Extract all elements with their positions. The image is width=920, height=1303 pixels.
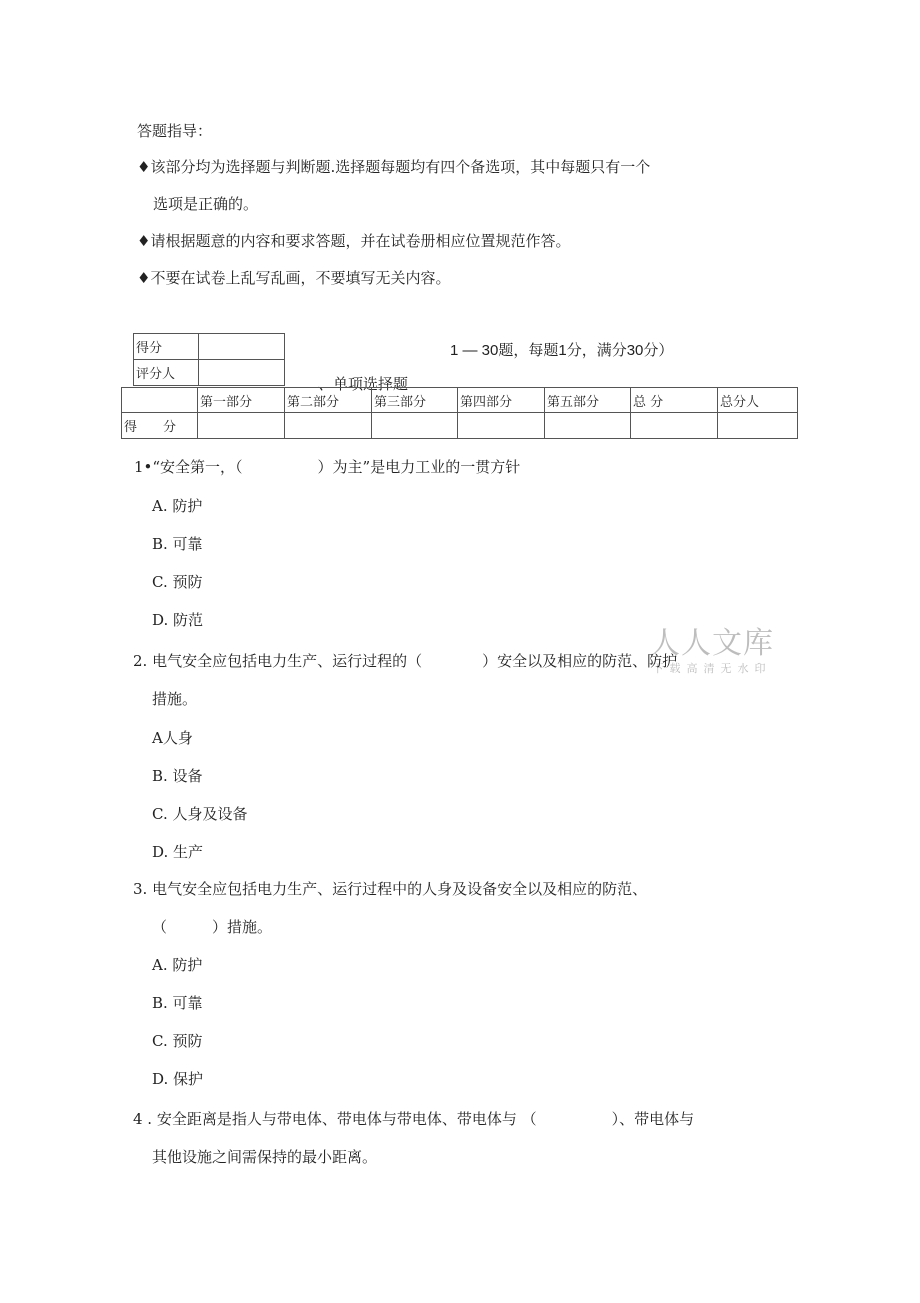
score-table-cell[interactable] xyxy=(458,413,545,439)
instruction-bullet-1: ♦该部分均为选择题与判断题.选择题每题均有四个备选项，其中每题只有一个 xyxy=(137,158,651,176)
question-3-option-d: D. 保护 xyxy=(152,1070,204,1088)
score-table-cell[interactable] xyxy=(285,413,372,439)
grader-label: 评分人 xyxy=(134,360,199,386)
score-table-header-blank xyxy=(122,388,198,413)
instruction-bullet-1-continued: 选项是正确的。 xyxy=(153,195,259,213)
score-label: 得分 xyxy=(134,334,199,360)
instructions-heading: 答题指导： xyxy=(137,122,213,140)
question-2-stem-line-2: 措施。 xyxy=(152,690,198,708)
score-table-header: 第五部分 xyxy=(545,388,631,413)
score-table-cell[interactable] xyxy=(545,413,631,439)
question-2-option-a: A人身 xyxy=(152,729,193,747)
question-3-option-c: C. 预防 xyxy=(152,1032,203,1050)
instruction-bullet-2: ♦请根据题意的内容和要求答题，并在试卷册相应位置规范作答。 xyxy=(137,232,571,250)
score-table-header: 总 分 xyxy=(631,388,718,413)
score-table-header: 第三部分 xyxy=(372,388,458,413)
question-3-option-b: B. 可靠 xyxy=(152,994,203,1012)
question-4-stem-line-1: 4 . 安全距离是指人与带电体、带电体与带电体、带电体与 （ ）、带电体与 xyxy=(133,1110,695,1128)
score-table-cell[interactable] xyxy=(198,413,285,439)
grader-score-box xyxy=(133,333,285,386)
score-table-score-row xyxy=(122,413,798,439)
score-table-header: 第四部分 xyxy=(458,388,545,413)
question-2-option-c: C. 人身及设备 xyxy=(152,805,248,823)
question-2-stem-line-1: 2. 电气安全应包括电力生产、运行过程的（ ）安全以及相应的防范、防护 xyxy=(133,652,678,670)
watermark-subtitle: 下载高清无水印 xyxy=(652,662,772,675)
watermark-title: 人人文库 xyxy=(650,626,774,661)
score-table-cell[interactable] xyxy=(372,413,458,439)
score-table-header-row xyxy=(122,388,798,413)
question-1-option-b: B. 可靠 xyxy=(152,535,203,553)
score-table-cell[interactable] xyxy=(631,413,718,439)
score-table-header: 第二部分 xyxy=(285,388,372,413)
score-table-header: 第一部分 xyxy=(198,388,285,413)
question-3-option-a: A. 防护 xyxy=(152,956,203,974)
question-3-stem-line-1: 3. 电气安全应包括电力生产、运行过程中的人身及设备安全以及相应的防范、 xyxy=(133,880,648,898)
question-2-option-b: B. 设备 xyxy=(152,767,203,785)
score-table-header: 总分人 xyxy=(718,388,798,413)
question-3-stem-line-2: （ ）措施。 xyxy=(152,918,273,936)
question-1-option-d: D. 防范 xyxy=(152,611,204,629)
question-2-option-d: D. 生产 xyxy=(152,843,204,861)
score-table-cell[interactable] xyxy=(718,413,798,439)
score-table xyxy=(121,387,798,439)
question-4-stem-line-2: 其他设施之间需保持的最小距离。 xyxy=(152,1148,378,1166)
question-1-option-a: A. 防护 xyxy=(152,497,203,515)
question-1-option-c: C. 预防 xyxy=(152,573,203,591)
instruction-bullet-3: ♦不要在试卷上乱写乱画，不要填写无关内容。 xyxy=(137,269,451,287)
score-cell[interactable] xyxy=(199,334,285,360)
score-table-row-label: 得 分 xyxy=(122,413,198,439)
grader-cell[interactable] xyxy=(199,360,285,386)
question-1-stem: 1•“安全第一，（ ）为主”是电力工业的一贯方针 xyxy=(134,458,521,476)
section-title: 、单项选择题 xyxy=(318,375,409,393)
section-range-note: 1 — 30题，每题1分，满分30分） xyxy=(450,342,674,359)
